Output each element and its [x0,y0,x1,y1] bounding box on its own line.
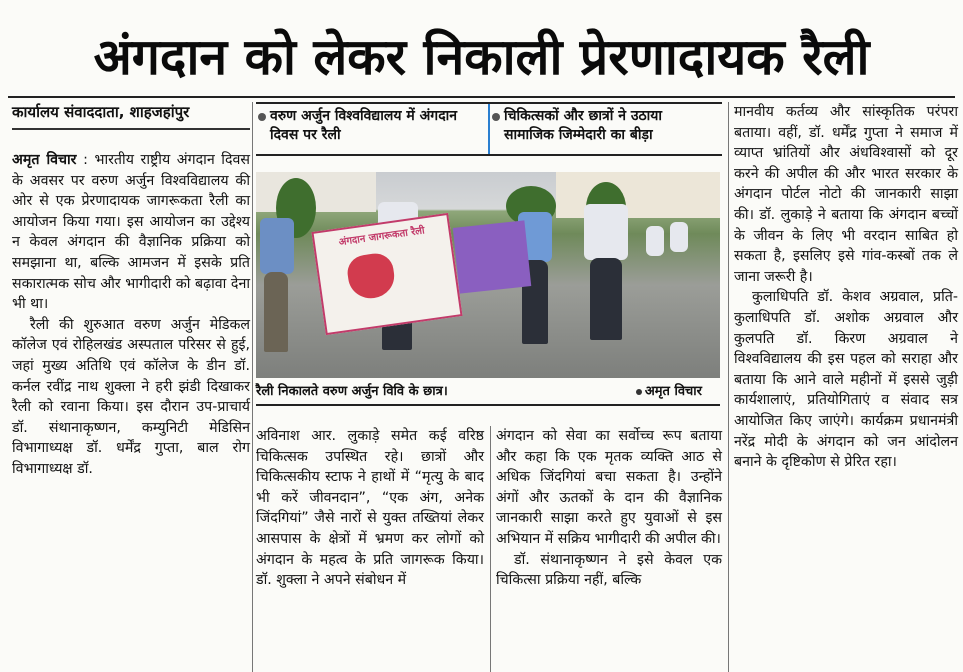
headline-rule [8,96,955,98]
building-shape [556,172,720,218]
bullet-icon [258,113,266,121]
column-divider [728,102,729,672]
highlights-box [256,102,722,156]
credit-text: अमृत विचार [644,384,702,399]
article-column-4 [734,102,958,473]
article-column-1 [12,150,250,480]
paragraph: अविनाश आर. लुकाड़े समेत कई वरिष्ठ चिकित्सक उपस्थित रहे। छात्रों और चिकित्सकीय स्टाफ ने हाथों में “मृत्यु के बाद भी करें जीवनदान”, “एक अंग, अनेक जिंदगियां” जैसे नारों से युक्त तख्तियां लेकर आसपास के क्षेत्रों में भ्रमण कर लोगों को अंगदान के महत्व के प्रति जागरूक किया। डॉ. शुक्ला ने अपने संबोधन में [256,428,484,589]
bullet-icon [636,389,642,395]
rally-photo [256,172,720,378]
article-column-2 [256,426,484,591]
paragraph-text: : भारतीय राष्ट्रीय अंगदान दिवस के अवसर पर वरुण अर्जुन विश्वविद्यालय की ओर से एक प्रेरणादायक जागरूकता रैली का आयोजन किया गया। इस आयोजन का उद्देश्य न केवल अंगदान की वैज्ञानिक प्रक्रिया को समझाना था, बल्कि आमजन में इसके प्रति सकारात्मक सोच और भागीदारी को बढ़ावा देना भी था। [12,152,250,313]
heart-icon [345,251,397,301]
byline: कार्यालय संवाददाता, शाहजहांपुर [12,103,190,121]
building-shape [256,172,376,212]
photo-credit [636,380,702,404]
person-shape [264,272,288,352]
person-shape [584,204,628,260]
highlight-item [488,104,722,154]
person-shape [590,258,622,340]
person-shape [646,226,664,256]
caption-text: रैली निकालते वरुण अर्जुन विवि के छात्र। [256,384,448,399]
paragraph: अंगदान को सेवा का सर्वोच्च रूप बताया और कहा कि एक मृतक व्यक्ति आठ से अधिक जिंदगियां बचा सकता है। उन्होंने अंगों और ऊतकों के दान की वैज्ञानिक जानकारी साझा करते हुए युवाओं से इस अभियान में सक्रिय भागीदारी की अपील की। [496,428,722,547]
highlight-text: चिकित्सकों और छात्रों ने उठाया सामाजिक जिम्मेदारी का बीड़ा [504,108,663,143]
highlight-text: वरुण अर्जुन विश्वविद्यालय में अंगदान दिवस पर रैली [270,108,458,143]
paragraph: डॉ. संथानाकृष्णन ने इसे केवल एक चिकित्सा प्रक्रिया नहीं, बल्कि [496,551,722,589]
paragraph: रैली की शुरुआत वरुण अर्जुन मेडिकल कॉलेज एवं रोहिलखंड अस्पताल परिसर से हुई, जहां मुख्य अतिथि एवं कॉलेज के डीन डॉ. कर्नल रवींद्र नाथ शुक्ला ने हरी झंडी दिखाकर रैली को रवाना किया। इस दौरान उप-प्राचार्य डॉ. संथानाकृष्णन, कम्युनिटी मेडिसिन विभागाध्यक्ष डॉ. धर्मेंद्र गुप्ता, बाल रोग विभागाध्यक्ष डॉ. [12,316,250,477]
photo-caption [256,380,720,406]
headline: अंगदान को लेकर निकाली प्रेरणादायक रैली [93,28,870,86]
paragraph: कुलाधिपति डॉ. केशव अग्रवाल, प्रति-कुलाधिपति डॉ. अशोक अग्रवाल और कुलपति डॉ. किरण अग्रवाल ने विश्वविद्यालय की इस पहल को सराहा और बताया कि आने वाले महीनों में इससे जुड़ी कार्यशालाएं, प्रतियोगिताएं व संवाद सत्र आयोजित किए जाएंगे। कार्यक्रम प्रधानमंत्री नरेंद्र मोदी के अंगदान को जन आंदोलन बनाने के दृष्टिकोण से प्रेरित रहा। [734,289,958,471]
placard [453,220,532,293]
article-column-3 [496,426,722,591]
person-shape [670,222,688,252]
highlight-item [256,104,488,154]
banner-text: अंगदान जागरूकता रैली [338,225,426,249]
byline-rule [12,128,250,130]
column-divider [490,426,491,672]
dateline: अमृत विचार [12,152,77,168]
paragraph: मानवीय कर्तव्य और सांस्कृतिक परंपरा बताया। वहीं, डॉ. धर्मेंद्र गुप्ता ने समाज में व्याप्त भ्रांतियों और अंधविश्वासों को दूर करने की अपील की और भारत सरकार के अंगदान पोर्टल नोटो की जानकारी साझा की। डॉ. लुकाड़े ने बताया कि अंगदान बच्चों के जीवन के लिए भी वरदान साबित हो सकता है, इसलिए इसे गांव-कस्बों तक ले जाना जरूरी है। [734,104,958,285]
bullet-icon [492,113,500,121]
paragraph [12,150,250,315]
rally-banner [311,213,462,335]
person-shape [260,218,294,274]
column-divider [252,102,253,672]
